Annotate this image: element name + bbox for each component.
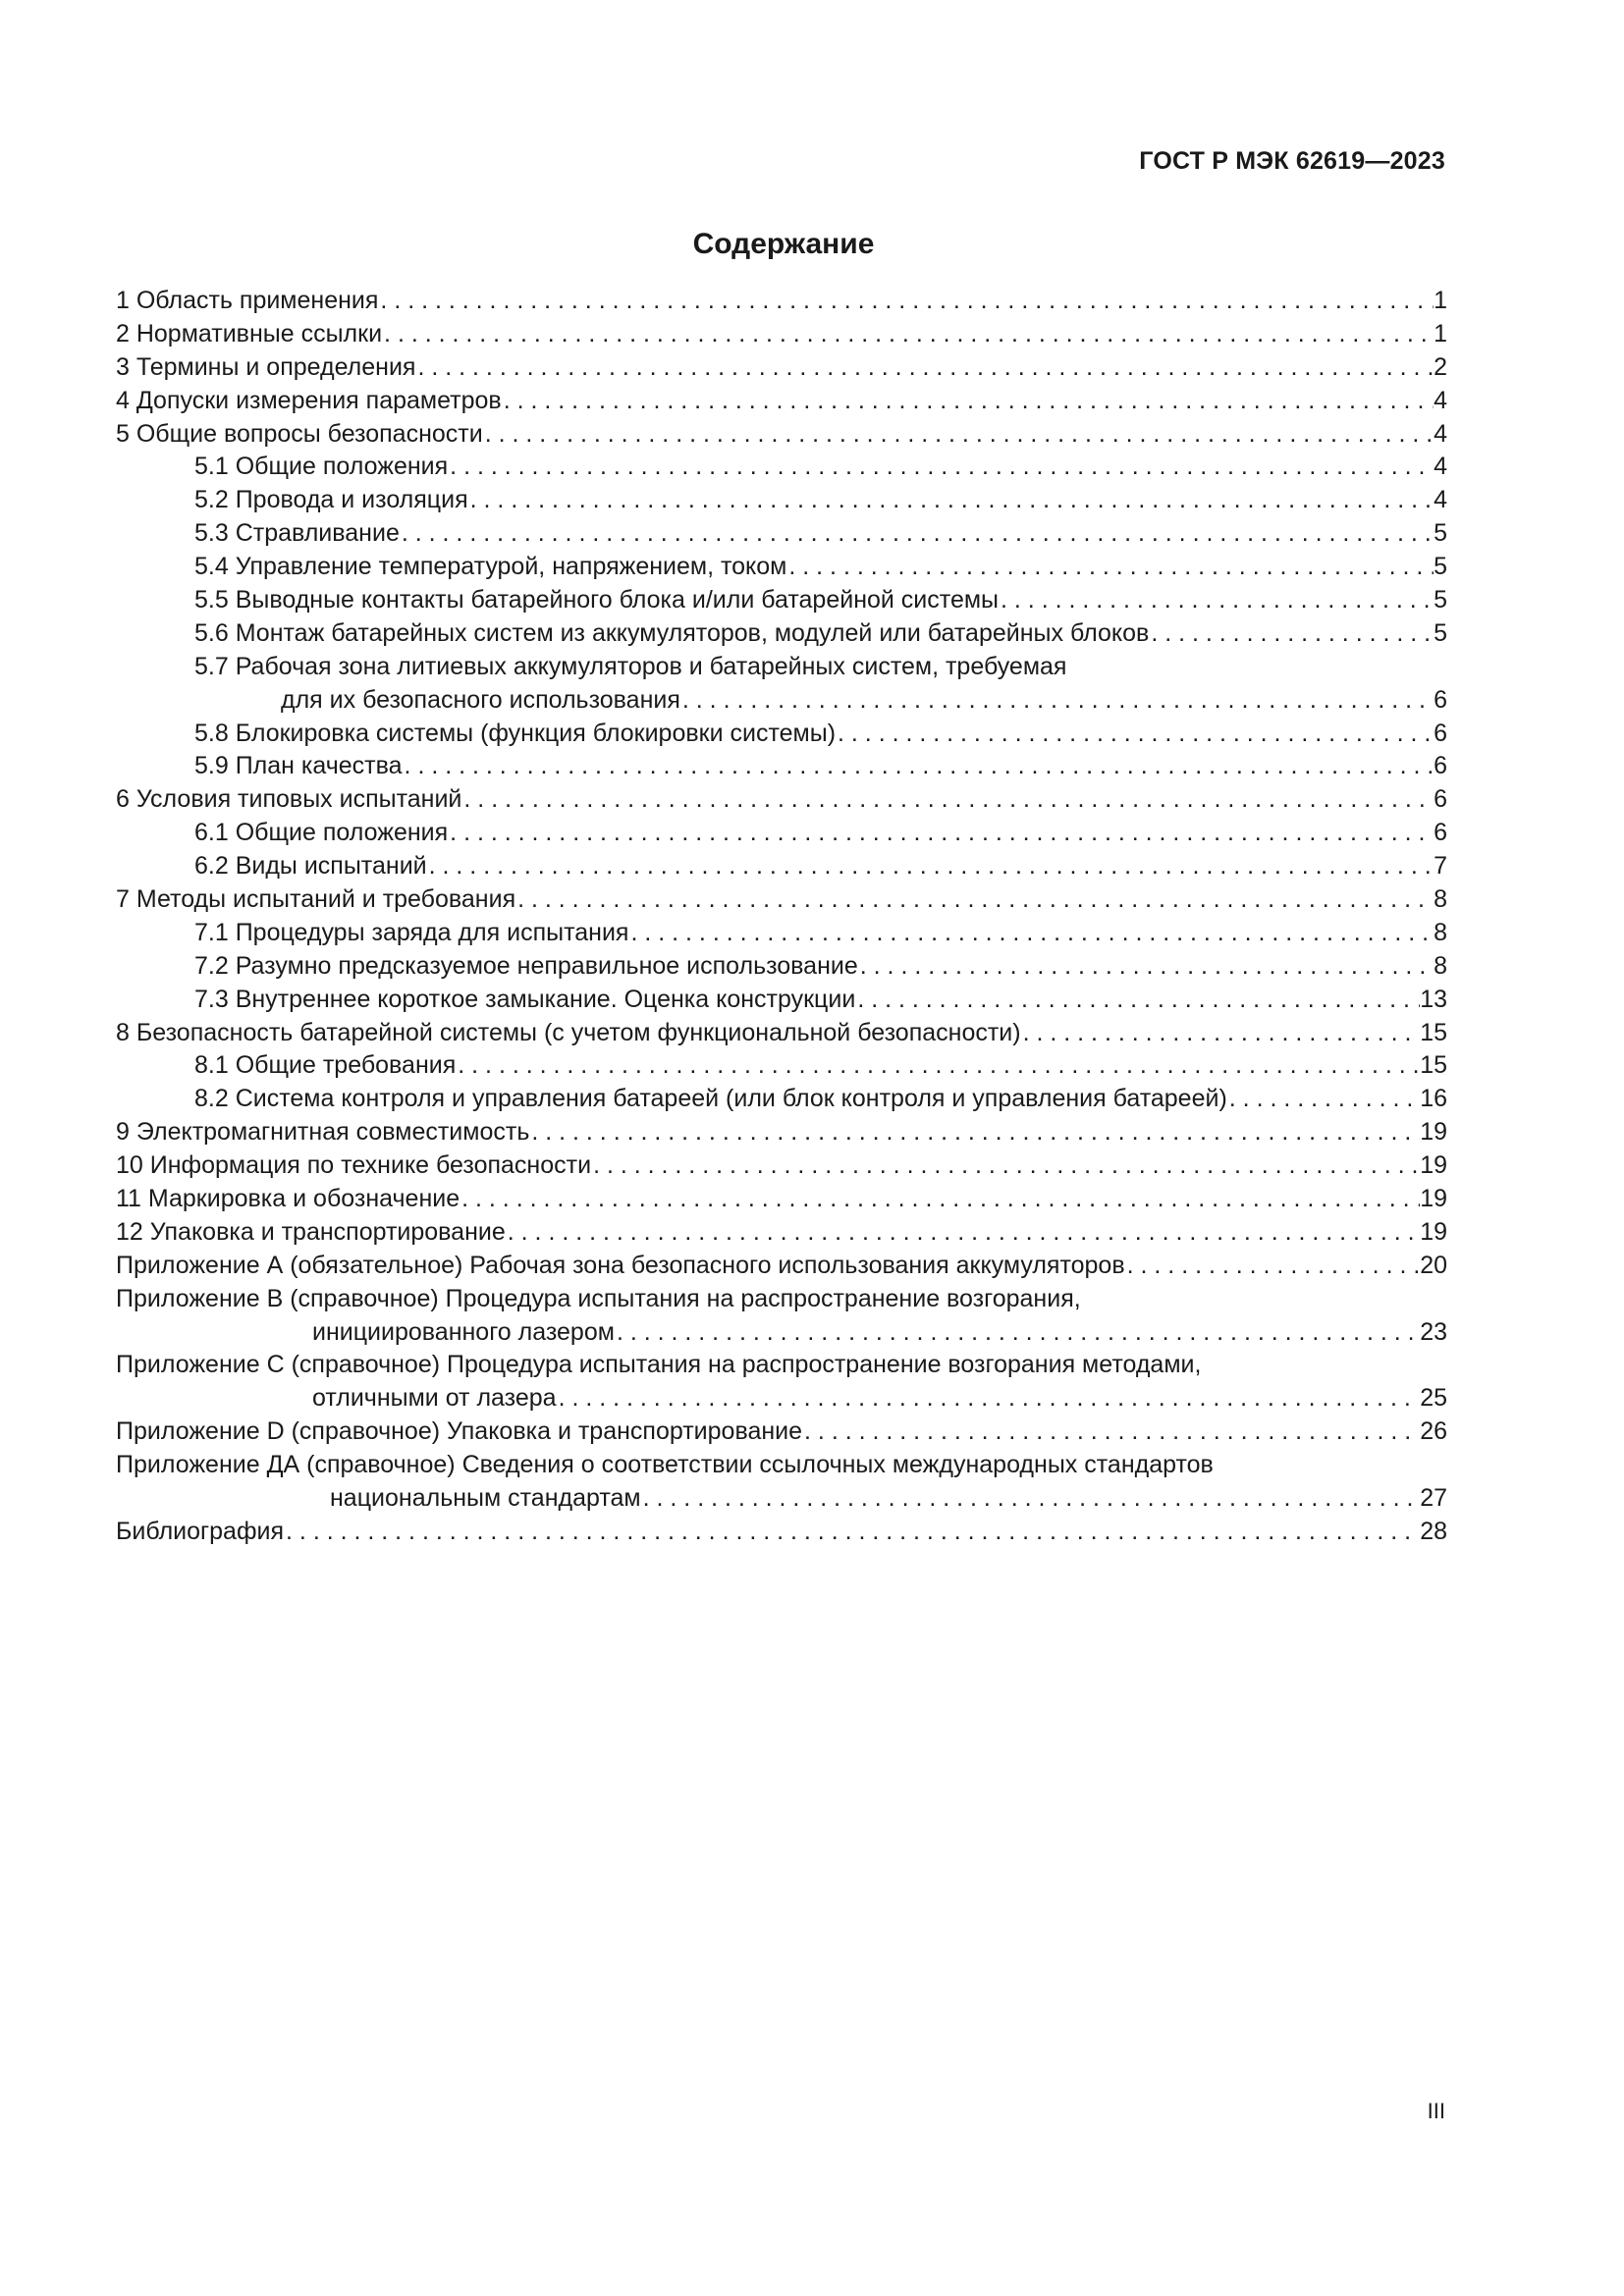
toc-entry-page: 4 <box>1434 453 1447 481</box>
toc-entry-title: 11 Маркировка и обозначение <box>116 1185 460 1213</box>
toc-entry[interactable] <box>116 1149 1447 1183</box>
toc-dot-leader <box>680 684 1434 718</box>
toc-entry-title: Приложение ДА (справочное) Сведения о соответствии ссылочных международных стандартов <box>116 1451 1214 1479</box>
toc-entry-page: 20 <box>1420 1251 1447 1279</box>
toc-entry-title: 10 Информация по технике безопасности <box>116 1151 592 1180</box>
toc-entry-page: 16 <box>1420 1085 1447 1113</box>
toc-entry[interactable] <box>116 1250 1447 1283</box>
toc-entry[interactable] <box>116 484 1447 517</box>
toc-dot-leader <box>483 418 1434 452</box>
toc-title: Содержание <box>692 228 875 260</box>
toc-entry[interactable] <box>116 917 1447 950</box>
toc-entry-title: 5.9 План качества <box>194 752 403 780</box>
toc-entry-page: 19 <box>1420 1118 1447 1147</box>
toc-entry-page: 13 <box>1420 985 1447 1013</box>
toc-entry-title: 1 Область применения <box>116 286 379 314</box>
toc-entry-page: 1 <box>1434 286 1447 314</box>
toc-entry-title: 5.4 Управление температурой, напряжением, током <box>194 553 787 581</box>
toc-dot-leader <box>836 718 1434 751</box>
toc-dot-leader <box>456 1049 1420 1083</box>
toc-entry[interactable] <box>116 1449 1447 1482</box>
toc-entry[interactable] <box>116 1415 1447 1449</box>
toc-entry-title: Приложение С (справочное) Процедура испытания на распространение возгорания методами, <box>116 1351 1202 1379</box>
toc-entry-title: 6.2 Виды испытаний <box>194 852 427 881</box>
toc-entry[interactable] <box>116 1116 1447 1149</box>
toc-entry[interactable] <box>116 351 1447 385</box>
toc-entry-page: 6 <box>1434 819 1447 847</box>
toc-entry[interactable] <box>116 1382 1447 1415</box>
toc-entry[interactable] <box>116 1350 1447 1383</box>
toc-entry-title: инициированного лазером <box>312 1317 615 1346</box>
toc-entry-page: 15 <box>1420 1051 1447 1080</box>
toc-entry-page: 19 <box>1420 1217 1447 1246</box>
document-code: ГОСТ Р МЭК 62619—2023 <box>1139 147 1445 175</box>
toc-entry-title: 2 Нормативные ссылки <box>116 319 383 347</box>
toc-dot-leader <box>529 1116 1420 1149</box>
toc-entry-title: Приложение D (справочное) Упаковка и транспортирование <box>116 1417 803 1446</box>
toc-entry-page: 26 <box>1420 1417 1447 1446</box>
toc-dot-leader <box>615 1316 1420 1350</box>
toc-entry[interactable] <box>116 1516 1447 1549</box>
toc-dot-leader <box>1021 1017 1421 1050</box>
toc-entry-title: 3 Термины и определения <box>116 352 416 381</box>
toc-entry-title: 7.1 Процедуры заряда для испытания <box>194 918 629 946</box>
toc-entry[interactable] <box>116 551 1447 584</box>
toc-dot-leader <box>284 1516 1420 1549</box>
toc-entry[interactable] <box>116 285 1447 318</box>
toc-entry[interactable] <box>116 684 1447 718</box>
toc-entry-title: для их безопасного использования <box>281 685 680 714</box>
toc-entry-title: 8 Безопасность батарейной системы (с учетом функциональной безопасности) <box>116 1018 1021 1046</box>
toc-entry[interactable] <box>116 718 1447 751</box>
toc-entry-title: национальным стандартам <box>330 1484 641 1513</box>
toc-dot-leader <box>1149 617 1434 651</box>
toc-entry-page: 7 <box>1434 852 1447 881</box>
toc-dot-leader <box>858 950 1434 984</box>
toc-entry-page: 15 <box>1420 1018 1447 1046</box>
toc-entry-title: 5.8 Блокировка системы (функция блокировки системы) <box>194 719 837 747</box>
toc-entry-title: 7.2 Разумно предсказуемое неправильное использование <box>194 951 858 980</box>
toc-dot-leader <box>641 1482 1421 1516</box>
toc-entry[interactable] <box>116 750 1447 783</box>
toc-entry-page: 6 <box>1434 719 1447 747</box>
toc-entry-title: 5.6 Монтаж батарейных систем из аккумуляторов, модулей или батарейных блоков <box>194 618 1150 647</box>
toc-entry-page: 4 <box>1434 419 1447 448</box>
toc-entry[interactable] <box>116 318 1447 351</box>
toc-entry-title: 7.3 Внутреннее короткое замыкание. Оценка конструкции <box>194 985 856 1013</box>
toc-entry[interactable] <box>116 783 1447 817</box>
toc-entry[interactable] <box>116 517 1447 551</box>
table-of-contents <box>116 285 1447 1549</box>
toc-entry[interactable] <box>116 1482 1447 1516</box>
toc-entry-title: отличными от лазера <box>312 1384 557 1413</box>
toc-entry[interactable] <box>116 651 1447 684</box>
toc-entry-title: 5.7 Рабочая зона литиевых аккумуляторов и батарейных систем, требуемая <box>194 652 1067 680</box>
toc-entry-page: 19 <box>1420 1185 1447 1213</box>
toc-entry[interactable] <box>116 883 1447 917</box>
toc-entry-title: 8.1 Общие требования <box>194 1051 457 1080</box>
toc-entry[interactable] <box>116 385 1447 418</box>
toc-entry-title: 12 Упаковка и транспортирование <box>116 1217 506 1246</box>
toc-entry-page: 5 <box>1434 519 1447 548</box>
toc-entry-page: 6 <box>1434 685 1447 714</box>
toc-entry[interactable] <box>116 584 1447 617</box>
toc-entry[interactable] <box>116 1183 1447 1216</box>
page-number: III <box>1427 2099 1445 2123</box>
toc-entry[interactable] <box>116 1283 1447 1316</box>
toc-entry-page: 5 <box>1434 553 1447 581</box>
toc-entry-title: Библиография <box>116 1517 285 1545</box>
toc-dot-leader <box>506 1216 1420 1250</box>
toc-entry[interactable] <box>116 1216 1447 1250</box>
toc-entry-page: 6 <box>1434 785 1447 814</box>
toc-entry-title: Приложение В (справочное) Процедура испытания на распространение возгорания, <box>116 1284 1081 1312</box>
toc-entry-page: 8 <box>1434 951 1447 980</box>
toc-entry-title: 5 Общие вопросы безопасности <box>116 419 483 448</box>
toc-entry[interactable] <box>116 817 1447 850</box>
toc-entry-page: 4 <box>1434 386 1447 414</box>
toc-dot-leader <box>999 584 1434 617</box>
toc-dot-leader <box>378 285 1434 318</box>
toc-dot-leader <box>802 1415 1420 1449</box>
toc-dot-leader <box>855 984 1420 1017</box>
toc-entry[interactable] <box>116 984 1447 1017</box>
toc-entry-page: 1 <box>1434 319 1447 347</box>
toc-entry-title: 5.1 Общие положения <box>194 453 449 481</box>
toc-entry-title: 9 Электромагнитная совместимость <box>116 1118 530 1147</box>
toc-entry-title: 5.2 Провода и изоляция <box>194 486 468 514</box>
toc-entry-title: 5.5 Выводные контакты батарейного блока и/или батарейной системы <box>194 586 1000 614</box>
toc-entry-page: 5 <box>1434 618 1447 647</box>
toc-entry-page: 4 <box>1434 486 1447 514</box>
toc-dot-leader <box>448 817 1434 850</box>
toc-dot-leader <box>448 451 1434 484</box>
toc-dot-leader <box>461 783 1434 817</box>
toc-entry-page: 28 <box>1420 1517 1447 1545</box>
toc-dot-leader <box>460 1183 1420 1216</box>
toc-entry-page: 25 <box>1420 1384 1447 1413</box>
toc-entry-title: 6.1 Общие положения <box>194 819 449 847</box>
toc-entry-page: 19 <box>1420 1151 1447 1180</box>
toc-dot-leader <box>427 850 1434 883</box>
toc-dot-leader <box>1125 1250 1421 1283</box>
toc-dot-leader <box>591 1149 1420 1183</box>
toc-entry[interactable] <box>116 1083 1447 1116</box>
toc-entry-page: 5 <box>1434 586 1447 614</box>
toc-entry-page: 8 <box>1434 918 1447 946</box>
toc-entry-title: 5.3 Стравливание <box>194 519 400 548</box>
toc-entry[interactable] <box>116 950 1447 984</box>
toc-entry[interactable] <box>116 1017 1447 1050</box>
toc-entry-page: 6 <box>1434 752 1447 780</box>
toc-dot-leader <box>557 1382 1421 1415</box>
toc-entry-title: 7 Методы испытаний и требования <box>116 885 516 914</box>
toc-entry-title: 8.2 Система контроля и управления батареей (или блок контроля и управления батареей) <box>194 1085 1227 1113</box>
toc-entry[interactable] <box>116 850 1447 883</box>
toc-entry[interactable] <box>116 418 1447 452</box>
toc-dot-leader <box>468 484 1434 517</box>
toc-entry[interactable] <box>116 1316 1447 1350</box>
toc-dot-leader <box>502 385 1434 418</box>
toc-entry-page: 2 <box>1434 352 1447 381</box>
toc-entry[interactable] <box>116 1049 1447 1083</box>
toc-dot-leader <box>415 351 1434 385</box>
toc-dot-leader <box>382 318 1434 351</box>
toc-dot-leader <box>403 750 1435 783</box>
toc-entry-title: 6 Условия типовых испытаний <box>116 785 462 814</box>
toc-entry[interactable] <box>116 617 1447 651</box>
toc-dot-leader <box>628 917 1434 950</box>
toc-dot-leader <box>515 883 1434 917</box>
toc-entry-title: 4 Допуски измерения параметров <box>116 386 502 414</box>
toc-entry-page: 27 <box>1420 1484 1447 1513</box>
toc-entry-page: 8 <box>1434 885 1447 914</box>
toc-dot-leader <box>400 517 1434 551</box>
toc-entry-title: Приложение А (обязательное) Рабочая зона безопасного использования аккумуляторов <box>116 1251 1125 1279</box>
toc-dot-leader <box>1227 1083 1420 1116</box>
toc-entry-page: 23 <box>1420 1317 1447 1346</box>
toc-dot-leader <box>786 551 1434 584</box>
toc-entry[interactable] <box>116 451 1447 484</box>
